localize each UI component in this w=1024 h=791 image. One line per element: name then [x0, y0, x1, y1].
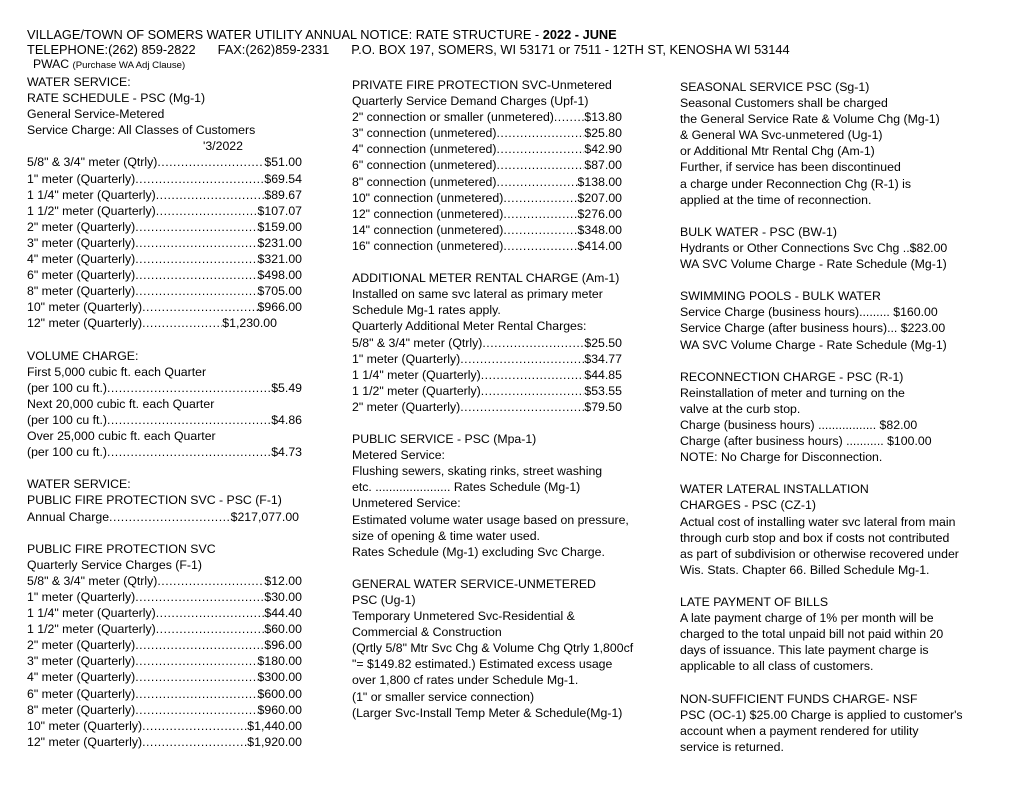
rate-schedule-heading: RATE SCHEDULE - PSC (Mg-1)	[27, 91, 206, 106]
rate-label: 6" connection (unmetered)	[352, 158, 497, 173]
rate-row	[27, 154, 302, 170]
text-line: NOTE: No Charge for Disconnection.	[680, 450, 883, 465]
rate-row	[27, 203, 302, 219]
rate-amount: $4.73	[271, 445, 302, 460]
rate-row	[352, 367, 622, 383]
rate-label: 10" meter (Quarterly)	[27, 300, 143, 315]
text-line: through curb stop and box if costs not contributed	[680, 530, 950, 545]
leader-dots	[482, 335, 584, 351]
leader-dots	[135, 686, 257, 702]
text-line: valve at the curb stop.	[680, 401, 801, 416]
rate-label: 1" meter (Quarterly)	[352, 351, 461, 366]
rate-row	[27, 621, 302, 637]
text-line: Further, if service has been discontinued	[680, 160, 901, 175]
text-line: or Additional Mtr Rental Chg (Am-1)	[680, 144, 875, 159]
leader-dots	[157, 573, 264, 589]
leader-dots	[460, 351, 584, 367]
text-line: account when a payment rendered for utility	[680, 723, 919, 738]
column-2	[352, 77, 652, 721]
text-line: Seasonal Customers shall be charged	[680, 96, 888, 111]
volume-heading: VOLUME CHARGE:	[27, 348, 139, 363]
text-line: Reinstallation of meter and turning on the	[680, 385, 905, 400]
public-fire-heading: PUBLIC FIRE PROTECTION SVC - PSC (F-1)	[27, 493, 282, 508]
rate-row	[352, 174, 622, 190]
rate-amount: $321.00	[257, 252, 302, 267]
text-line: General Service-Metered	[27, 107, 165, 122]
leader-dots	[135, 283, 257, 299]
rate-row	[27, 702, 302, 718]
rate-label: 1 1/2" meter (Quarterly)	[352, 383, 481, 398]
text-line: WA SVC Volume Charge - Rate Schedule (Mg-1)	[680, 337, 947, 352]
leader-dots	[503, 190, 577, 206]
rate-label: 4" meter (Quarterly)	[27, 670, 136, 685]
rate-row	[352, 125, 622, 141]
rate-label: 4" connection (unmetered)	[352, 142, 497, 157]
leader-dots	[497, 125, 585, 141]
text-line: Actual cost of installing water svc lateral from main	[680, 514, 956, 529]
text-line: PSC (Ug-1)	[352, 593, 416, 607]
rate-label: 2" meter (Quarterly)	[27, 219, 136, 234]
rate-row	[352, 335, 622, 351]
leader-dots	[503, 238, 577, 254]
text-line: Flushing sewers, skating rinks, street washing	[352, 464, 603, 479]
text-line: WA SVC Volume Charge - Rate Schedule (Mg-1)	[680, 257, 947, 272]
rate-row	[27, 573, 302, 589]
text-line: Estimated volume water usage based on pressure,	[352, 512, 629, 527]
rate-amount: $69.54	[264, 171, 302, 186]
rate-amount: $60.00	[264, 622, 302, 637]
rate-amount: $89.67	[264, 187, 302, 202]
rate-amount: $217,077.00	[230, 509, 299, 524]
notice-title: VILLAGE/TOWN OF SOMERS WATER UTILITY ANNUAL NOTICE: RATE STRUCTURE - 2022 - JUNE	[27, 27, 617, 42]
rate-label: 5/8" & 3/4" meter (Qtrly)	[352, 335, 483, 350]
text-line: (1" or smaller service connection)	[352, 689, 535, 704]
text-line: charged to the total unpaid bill not paid within 20	[680, 627, 944, 642]
text-line: Over 25,000 cubic ft. each Quarter	[27, 429, 216, 444]
leader-dots	[135, 702, 257, 718]
rate-label: 8" meter (Quarterly)	[27, 702, 136, 717]
rate-row	[352, 351, 622, 367]
connection-charges-list	[352, 109, 652, 254]
rate-label: 2" meter (Quarterly)	[27, 638, 136, 653]
rate-amount: $13.80	[584, 110, 622, 125]
leader-dots	[135, 251, 257, 267]
text-line: (Qrtly 5/8" Mtr Svc Chg & Volume Chg Qtrly 1,800cf	[352, 641, 634, 656]
rate-amount: $51.00	[264, 155, 302, 170]
spacer	[680, 465, 1024, 481]
text-line: Charge (business hours) ................. $82.00	[680, 417, 918, 432]
rate-row	[27, 412, 302, 428]
rate-label: 1 1/4" meter (Quarterly)	[352, 367, 481, 382]
spacer	[680, 674, 1024, 690]
rate-label: 10" connection (unmetered)	[352, 190, 504, 205]
rate-row	[352, 383, 622, 399]
rate-label: 4" meter (Quarterly)	[27, 252, 136, 267]
leader-dots	[109, 509, 231, 525]
text-line: Wis. Stats. Chapter 66. Billed Schedule Mg-1.	[680, 562, 930, 577]
rate-amount: $600.00	[257, 686, 302, 701]
leader-dots	[135, 235, 257, 251]
leader-dots	[142, 299, 257, 315]
rate-label: 6" meter (Quarterly)	[27, 686, 136, 701]
meter-charges-list	[27, 154, 317, 331]
rate-label: 3" connection (unmetered)	[352, 126, 497, 141]
rate-row	[27, 637, 302, 653]
rate-amount: $1,440.00	[247, 718, 302, 733]
text-line: as part of subdivision or otherwise recovered under	[680, 546, 959, 561]
rate-amount: $44.40	[264, 606, 302, 621]
leader-dots	[135, 219, 257, 235]
text-line: applicable to all class of customers.	[680, 659, 874, 674]
rate-row	[27, 653, 302, 669]
rate-row	[27, 171, 302, 187]
text-line: applied at the time of reconnection.	[680, 192, 872, 207]
text-line: service is returned.	[680, 739, 784, 754]
leader-dots	[135, 267, 257, 283]
rate-label: 1 1/4" meter (Quarterly)	[27, 606, 156, 621]
leader-dots	[107, 412, 271, 428]
leader-dots	[497, 157, 585, 173]
rate-label: 10" meter (Quarterly)	[27, 718, 143, 733]
rate-amount: $231.00	[257, 235, 302, 250]
text-line: Unmetered Service:	[352, 496, 461, 511]
rate-amount: $498.00	[257, 268, 302, 283]
leader-dots	[481, 367, 585, 383]
text-line: (Larger Svc-Install Temp Meter & Schedule(Mg-1)	[352, 705, 623, 720]
text-line: Charge (after business hours) ........... $100.00	[680, 434, 932, 449]
rate-amount: $5.49	[271, 380, 302, 395]
text-line: a charge under Reconnection Chg (R-1) is	[680, 176, 912, 191]
text-line: Service Charge (after business hours)... $223.00	[680, 321, 946, 336]
text-line: PSC (OC-1) $25.00 Charge is applied to customer's	[680, 707, 963, 722]
leader-dots	[142, 718, 247, 734]
rate-amount: $138.00	[577, 174, 622, 189]
rate-amount: $207.00	[577, 190, 622, 205]
text-line: over 1,800 cf rates under Schedule Mg-1.	[352, 673, 579, 688]
rate-label: 5/8" & 3/4" meter (Qtrly)	[27, 573, 158, 588]
rate-amount: $1,230.00	[222, 316, 277, 331]
text-line: Service Charge (business hours)......... $160.00	[680, 305, 938, 320]
rate-row	[27, 380, 302, 396]
spacer	[680, 353, 1024, 369]
section-heading: WATER SERVICE:	[27, 477, 131, 492]
rate-amount: $42.90	[584, 142, 622, 157]
rate-row	[27, 669, 302, 685]
lateral-heading: WATER LATERAL INSTALLATION	[680, 482, 869, 497]
text-line: Schedule Mg-1 rates apply.	[352, 303, 501, 318]
rate-label: 1 1/2" meter (Quarterly)	[27, 203, 156, 218]
leader-dots	[497, 141, 585, 157]
pfp-charges-list	[27, 573, 317, 750]
rate-label: 3" meter (Quarterly)	[27, 235, 136, 250]
additional-meter-heading: ADDITIONAL METER RENTAL CHARGE (Am-1)	[352, 271, 620, 286]
late-payment-heading: LATE PAYMENT OF BILLS	[680, 595, 829, 609]
rate-row	[27, 734, 302, 750]
rate-label: 14" connection (unmetered)	[352, 222, 504, 237]
rate-row	[27, 235, 302, 251]
rate-amount: $12.00	[264, 573, 302, 588]
text-line: & General WA Svc-unmetered (Ug-1)	[680, 128, 883, 143]
rate-label: 1" meter (Quarterly)	[27, 171, 136, 186]
rate-row	[352, 157, 622, 173]
rate-amount: $966.00	[257, 300, 302, 315]
text-line: Quarterly Service Demand Charges (Upf-1)	[352, 94, 589, 109]
rate-row	[27, 299, 302, 315]
rate-row	[27, 283, 302, 299]
rate-label: (per 100 cu ft.)	[27, 445, 107, 460]
text-line: Rates Schedule (Mg-1) excluding Svc Charge.	[352, 544, 605, 559]
rate-row	[27, 686, 302, 702]
leader-dots	[156, 621, 265, 637]
rate-row	[352, 206, 622, 222]
effective-date: '3/2022	[203, 139, 243, 154]
column-1	[27, 74, 317, 750]
nsf-heading: NON-SUFFICIENT FUNDS CHARGE- NSF	[680, 691, 918, 706]
seasonal-heading: SEASONAL SERVICE PSC (Sg-1)	[680, 80, 870, 94]
rate-amount: $44.85	[584, 367, 622, 382]
pfp-heading: PUBLIC FIRE PROTECTION SVC	[27, 541, 216, 556]
rate-row	[27, 589, 302, 605]
rate-row	[27, 718, 302, 734]
leader-dots	[107, 380, 271, 396]
rate-amount: $30.00	[264, 590, 302, 604]
spacer	[680, 578, 1024, 594]
rate-label: 16" connection (unmetered)	[352, 238, 504, 253]
leader-dots	[156, 187, 265, 203]
leader-dots	[135, 653, 257, 669]
spacer	[27, 332, 317, 348]
rate-label: (per 100 cu ft.)	[27, 412, 107, 427]
lateral-heading-2: CHARGES - PSC (CZ-1)	[680, 498, 816, 513]
leader-dots	[503, 222, 577, 238]
rate-amount: $53.55	[584, 383, 622, 398]
rate-row	[352, 399, 622, 415]
rate-label: 6" meter (Quarterly)	[27, 268, 136, 283]
spacer	[352, 254, 652, 270]
rate-amount: $180.00	[257, 654, 302, 669]
leader-dots	[142, 734, 247, 750]
rate-row	[352, 109, 622, 125]
leader-dots	[156, 203, 258, 219]
private-fire-heading: PRIVATE FIRE PROTECTION SVC-Unmetered	[352, 78, 612, 92]
text-line: Metered Service:	[352, 448, 445, 463]
rate-amount: $960.00	[257, 702, 302, 717]
text-line: Hydrants or Other Connections Svc Chg ..$82.00	[680, 240, 948, 255]
leader-dots	[135, 589, 264, 605]
rate-amount: $348.00	[577, 222, 622, 237]
text-line: days of issuance. This late payment charge is	[680, 643, 929, 658]
rate-amount: $25.80	[584, 126, 622, 141]
rate-row	[27, 251, 302, 267]
rate-label: 1 1/2" meter (Quarterly)	[27, 622, 156, 637]
rate-amount: $705.00	[257, 284, 302, 299]
leader-dots	[481, 383, 585, 399]
rate-row	[27, 605, 302, 621]
leader-dots	[460, 399, 584, 415]
spacer	[352, 560, 652, 576]
rate-row	[27, 187, 302, 203]
text-line: First 5,000 cubic ft. each Quarter	[27, 364, 207, 379]
rate-row	[27, 267, 302, 283]
text-line: the General Service Rate & Volume Chg (Mg-1)	[680, 112, 940, 127]
leader-dots	[135, 171, 264, 187]
text-line: Installed on same svc lateral as primary meter	[352, 287, 603, 302]
leader-dots	[157, 154, 264, 170]
text-line: Commercial & Construction	[352, 625, 502, 640]
rate-amount: $4.86	[271, 412, 302, 427]
notice-header	[27, 27, 790, 72]
fax: FAX:(262)859-2331	[217, 42, 330, 57]
rate-amount: $159.00	[257, 219, 302, 234]
rate-row	[352, 190, 622, 206]
address: P.O. BOX 197, SOMERS, WI 53171 or 7511 - 12TH ST, KENOSHA WI 53144	[351, 42, 790, 57]
section-heading: WATER SERVICE:	[27, 75, 131, 89]
bulk-water-heading: BULK WATER - PSC (BW-1)	[680, 224, 837, 239]
text-line: etc. ...................... Rates Schedule (Mg-1)	[352, 480, 581, 495]
swimming-pools-heading: SWIMMING POOLS - BULK WATER	[680, 289, 881, 304]
text-line: "= $149.82 estimated.) Estimated excess usage	[352, 657, 613, 672]
rate-amount: $96.00	[264, 638, 302, 653]
rate-label: Annual Charge	[27, 509, 110, 524]
rate-row	[352, 222, 622, 238]
rate-amount: $414.00	[577, 238, 622, 253]
spacer	[27, 460, 317, 476]
telephone: TELEPHONE:(262) 859-2822	[27, 42, 196, 57]
rate-label: 8" connection (unmetered)	[352, 174, 497, 189]
column-3	[680, 79, 1024, 755]
leader-dots	[503, 206, 577, 222]
rate-label: 2" connection or smaller (unmetered)	[352, 110, 554, 125]
spacer	[27, 525, 317, 541]
rate-amount: $79.50	[584, 399, 622, 414]
notice-title-date: 2022 - JUNE	[542, 27, 617, 42]
leader-dots	[135, 637, 264, 653]
text-line: A late payment charge of 1% per month will be	[680, 611, 934, 626]
rate-amount: $300.00	[257, 670, 302, 685]
rate-label: (per 100 cu ft.)	[27, 380, 107, 395]
public-service-heading: PUBLIC SERVICE - PSC (Mpa-1)	[352, 432, 537, 447]
rate-label: 1 1/4" meter (Quarterly)	[27, 187, 156, 202]
general-unmetered-heading: GENERAL WATER SERVICE-UNMETERED	[352, 576, 596, 591]
rate-label: 12" connection (unmetered)	[352, 206, 504, 221]
rate-row	[27, 219, 302, 235]
text-line: Service Charge: All Classes of Customers	[27, 123, 256, 138]
leader-dots	[135, 669, 257, 685]
rate-label: 1" meter (Quarterly)	[27, 590, 136, 604]
spacer	[680, 272, 1024, 288]
rate-amount: $25.50	[584, 335, 622, 350]
rate-label: 12" meter (Quarterly)	[27, 734, 143, 749]
text-line: Quarterly Additional Meter Rental Charges:	[352, 319, 587, 334]
rate-row	[352, 141, 622, 157]
rate-row	[352, 238, 622, 254]
text-line: size of opening & time water used.	[352, 528, 540, 543]
rate-label: 12" meter (Quarterly)	[27, 316, 143, 331]
rate-row	[27, 444, 302, 460]
leader-dots	[142, 315, 222, 331]
rate-label: 3" meter (Quarterly)	[27, 654, 136, 669]
rate-label: 8" meter (Quarterly)	[27, 284, 136, 299]
rate-amount: $107.07	[257, 203, 302, 218]
text-line: Next 20,000 cubic ft. each Quarter	[27, 396, 215, 411]
rate-amount: $87.00	[584, 158, 622, 173]
pwac-line: PWAC (Purchase WA Adj Clause)	[33, 57, 186, 71]
rate-amount: $34.77	[584, 351, 622, 366]
additional-meter-list	[352, 335, 652, 415]
leader-dots	[554, 109, 584, 125]
leader-dots	[107, 444, 271, 460]
leader-dots	[497, 174, 578, 190]
rate-row	[27, 315, 277, 331]
spacer	[352, 415, 652, 431]
reconnection-heading: RECONNECTION CHARGE - PSC (R-1)	[680, 369, 904, 384]
rate-label: 5/8" & 3/4" meter (Qtrly)	[27, 155, 158, 170]
text-line: Temporary Unmetered Svc-Residential &	[352, 609, 575, 624]
spacer	[680, 208, 1024, 224]
rate-row	[27, 509, 299, 525]
rate-label: 2" meter (Quarterly)	[352, 399, 461, 414]
text-line: Quarterly Service Charges (F-1)	[27, 557, 202, 572]
rate-amount: $276.00	[577, 206, 622, 221]
leader-dots	[156, 605, 265, 621]
rate-amount: $1,920.00	[247, 734, 302, 749]
contact-line	[27, 42, 790, 58]
